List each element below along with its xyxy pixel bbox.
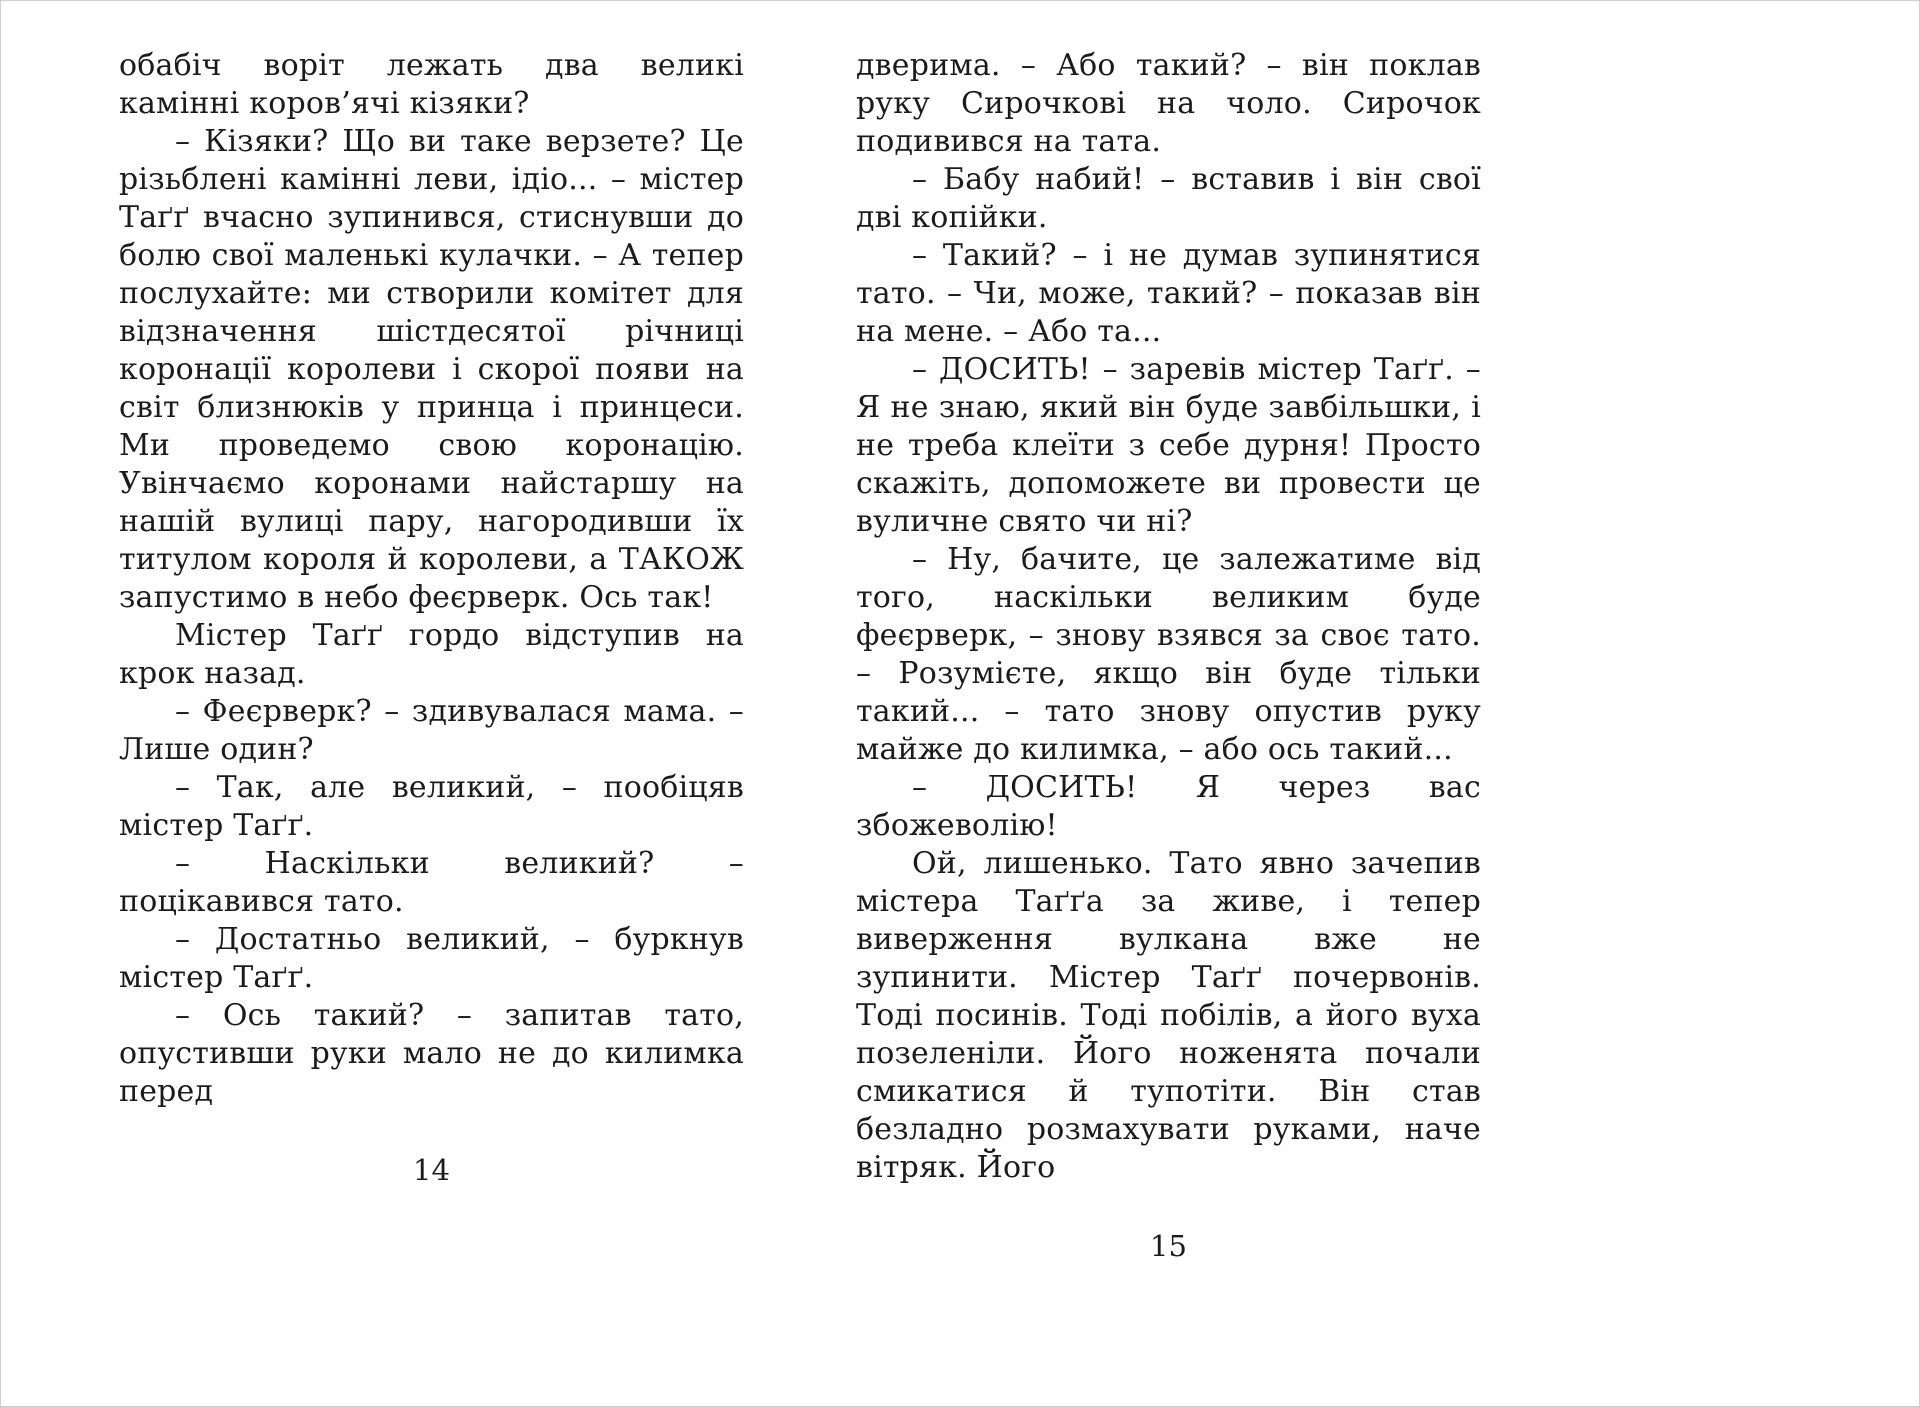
paragraph: – Наскільки великий? – поцікавився тато.	[119, 846, 744, 919]
paragraph: – Такий? – і не думав зупинятися тато. – Чи, може, такий? – показав він на мене. – Або та...	[856, 238, 1481, 349]
paragraph: – Достатньо великий, – буркнув містер Таґґ.	[119, 922, 744, 995]
paragraph: – Бабу набий! – вставив і він свої дві копійки.	[856, 162, 1481, 235]
paragraph: – Кізяки? Що ви таке верзете? Це різьблені камінні леви, ідіо... – містер Таґґ вчасно зупинився, стиснувши до болю свої маленькі кулачки. – А тепер послухайте: ми створили комітет для відзначення шістдесятої річниці коронації королеви і скорої появи на світ близнюків у принца і принцеси. Ми проведемо свою коронацію. Увінчаємо коронами найстаршу на нашій вулиці пару, нагородивши їх титулом короля й королеви, а ТАКОЖ запустимо в небо феєрверк. Ось так!	[119, 124, 744, 615]
paragraph: – ДОСИТЬ! – заревів містер Таґґ. – Я не знаю, який він буде завбільшки, і не треба клеїти з себе дурня! Просто скажіть, допоможете ви провести це вуличне свято чи ні?	[856, 352, 1481, 539]
paragraph: – Феєрверк? – здивувалася мама. – Лише один?	[119, 694, 744, 767]
paragraph: дверима. – Або такий? – він поклав руку Сирочкові на чоло. Сирочок подивився на тата.	[856, 48, 1481, 159]
page-right-number: 15	[1150, 1229, 1187, 1263]
paragraph: обабіч воріт лежать два великі камінні коров’ячі кізяки?	[119, 48, 744, 121]
paragraph: – Так, але великий, – пообіцяв містер Таґґ.	[119, 770, 744, 843]
spread-layout	[1, 1, 1919, 1263]
paragraph: – ДОСИТЬ! Я через вас збожеволію!	[856, 770, 1481, 843]
paragraph: Ой, лишенько. Тато явно зачепив містера Таґґа за живе, і тепер виверження вулкана вже не зупинити. Містер Таґґ почервонів. Тоді посинів. Тоді побілів, а його вуха позеленіли. Його ноженята почали смикатися й тупотіти. Він став безладно розмахувати руками, наче вітряк. Його	[856, 846, 1481, 1185]
page-left-text	[119, 47, 744, 1111]
book-page-left	[119, 47, 744, 1263]
paragraph: Містер Таґґ гордо відступив на крок назад.	[119, 618, 744, 691]
book-page-right	[856, 47, 1481, 1263]
paragraph: – Ну, бачите, це залежатиме від того, наскільки великим буде феєрверк, – знову взявся за своє тато. – Розумієте, якщо він буде тільки такий... – тато знову опустив руку майже до килимка, – або ось такий...	[856, 542, 1481, 767]
paragraph: – Ось такий? – запитав тато, опустивши руки мало не до килимка перед	[119, 998, 744, 1109]
page-right-text	[856, 47, 1481, 1187]
page-left-number: 14	[413, 1153, 450, 1187]
